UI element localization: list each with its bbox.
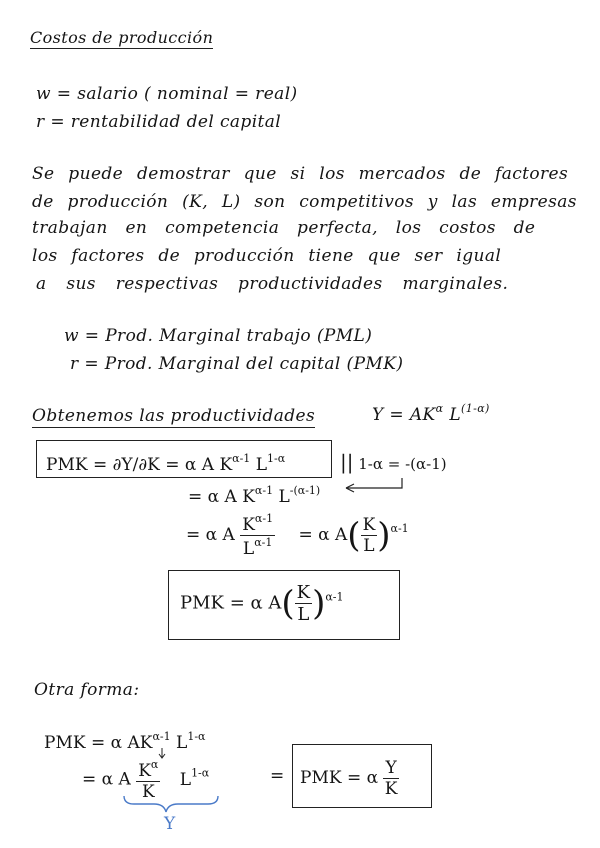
paragraph-line-1: Se puede demostrar que si los mercados de factores [32, 164, 569, 184]
otra-line1-text: PMK = α AK [44, 733, 153, 753]
otra-line2-num-K: K [138, 761, 151, 781]
otra-line2-L: L [179, 769, 192, 790]
small-down-arrow [159, 748, 165, 758]
pmk-exp-1-minus-alpha: 1-α [267, 452, 286, 465]
line3-num-K: K [242, 515, 255, 535]
line3-k: K [362, 515, 376, 535]
def-r: r = rentabilidad del capital [36, 112, 282, 132]
pmk-exp-alpha-minus-1: α-1 [232, 452, 251, 465]
result-l: L [297, 604, 310, 625]
production-function-exp: (1-α) [461, 402, 490, 415]
paragraph-line-2: de producción (K, L) son competitivos y las empresas [32, 192, 577, 212]
otra-forma-heading: Otra forma: [34, 680, 140, 700]
pmk-line-3: = α A $\frac{K^{\alpha-1}}{L^{\alpha-1}}$ = α A( $\frac{K}{L}$ )$^{\alpha-1}$ [186, 512, 409, 559]
otra-line2-num-exp: α [150, 758, 159, 771]
result-exp: α-1 [325, 590, 344, 604]
obtain-heading: Obtenemos las productividades [32, 406, 316, 426]
otra-line2-den-K: K [141, 782, 155, 802]
paragraph-line-3: trabajan en competencia perfecta, los costos de [32, 218, 536, 238]
otra-line2-text: = α A [82, 769, 131, 790]
brace-label-y: Y [164, 814, 176, 834]
w-equals-pml: w = Prod. Marginal trabajo (PML) [64, 326, 373, 346]
pmk-derivative-lhs: PMK = ∂Y/∂K = α A K [46, 455, 233, 475]
pmk-L: L [255, 455, 268, 475]
exponent-note-text: 1-α = -(α-1) [358, 455, 447, 473]
line3-prefix: = α A [186, 525, 235, 545]
page-title: Costos de producción [30, 28, 214, 47]
line3-den-exp: α-1 [254, 536, 273, 549]
otra-line1-L: L [176, 733, 188, 753]
otra-line1-exp-L: 1-α [187, 730, 206, 743]
result-prefix: PMK = α A [180, 592, 282, 614]
otra-result-prefix: PMK = α [300, 768, 379, 788]
paragraph-line-4: los factores de producción tiene que ser igual [32, 246, 502, 266]
production-function-lhs: Y = AK [372, 405, 436, 425]
line3-outer-exp: α-1 [390, 522, 409, 535]
line3-den-L: L [242, 539, 255, 559]
r-equals-pmk: r = Prod. Marginal del capital (PMK) [70, 354, 404, 374]
production-function-L: L [449, 405, 462, 425]
production-function-alpha: α [435, 402, 444, 415]
line2-exp-L: -(α-1) [289, 484, 321, 497]
line2-exp-K: α-1 [254, 484, 274, 497]
otra-line1-exp: α-1 [152, 730, 171, 743]
line2-L: L [278, 487, 290, 507]
line3-l: L [363, 536, 375, 556]
arrow-line [346, 478, 402, 488]
line3-num-exp: α-1 [254, 512, 274, 525]
paragraph-line-5: a sus respectivas productividades marginales. [36, 274, 509, 294]
def-w: w = salario ( nominal = real) [36, 84, 298, 104]
line2-prefix: = α A K [188, 487, 255, 507]
pmk-result: PMK = α A( $\frac{K}{L}$ )$^{\alpha-1}$ [180, 582, 344, 625]
exponent-note: || 1-α = -(α-1) [340, 450, 447, 474]
otra-result-Y: Y [385, 758, 397, 778]
otra-line2-exp-L: 1-α [191, 766, 210, 780]
line3-eq: = α A [298, 525, 348, 545]
result-k: K [296, 582, 311, 603]
blue-brace [124, 796, 218, 812]
otra-equals: = [270, 766, 285, 786]
otra-result-K: K [384, 779, 398, 799]
